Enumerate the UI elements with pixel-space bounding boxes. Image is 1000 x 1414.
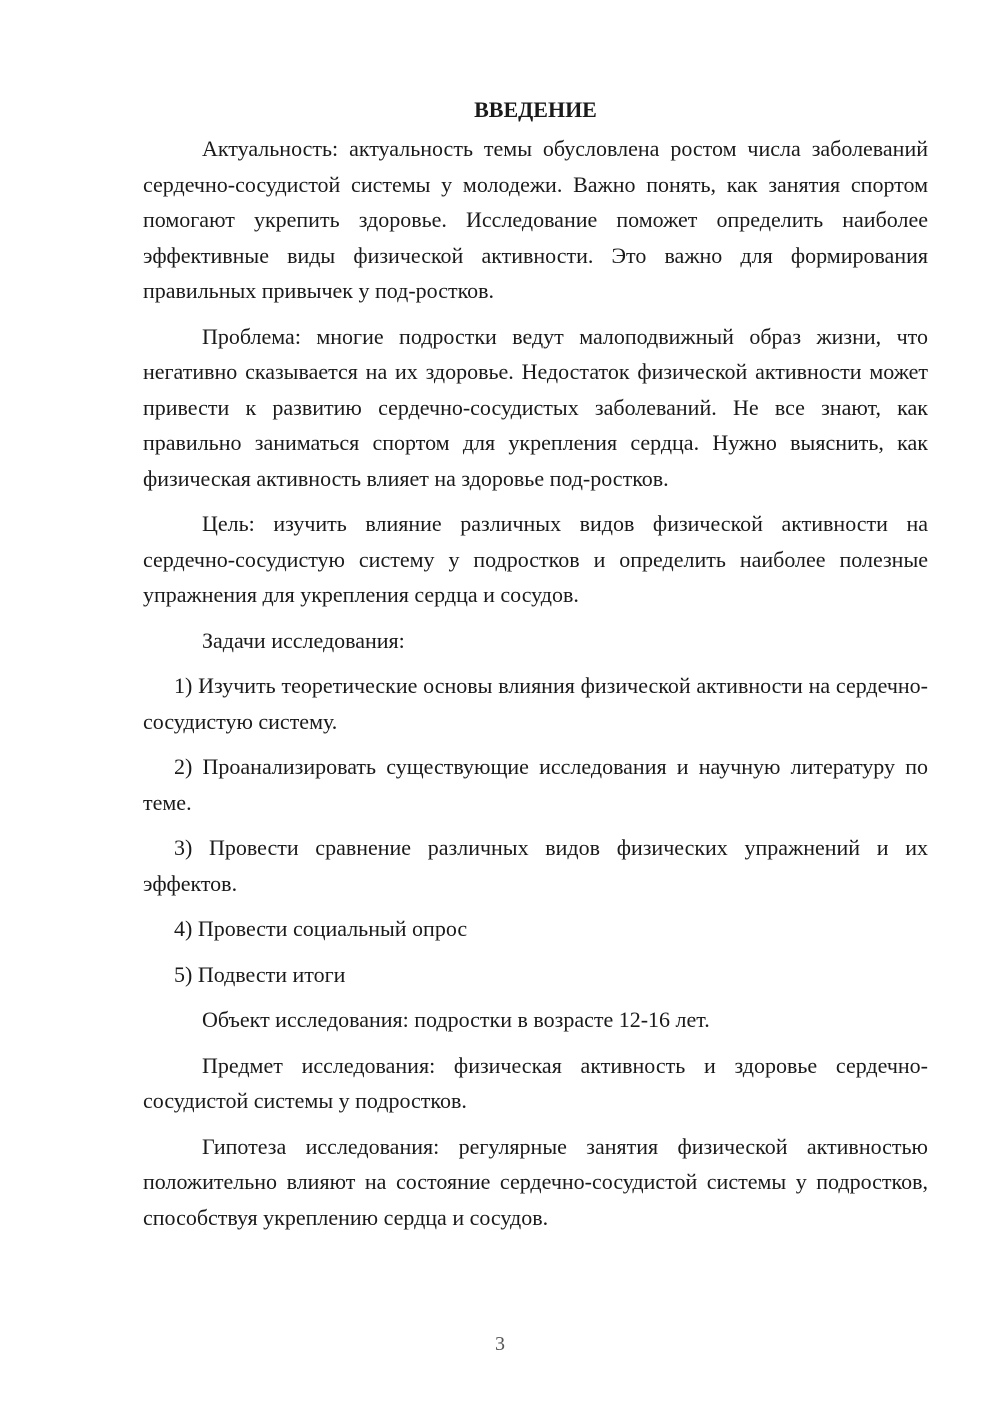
task-item-2: 2) Проанализировать существующие исследования и научную литературу по теме.: [143, 754, 928, 815]
task-item-3: 3) Провести сравнение различных видов физических упражнений и их эффектов.: [143, 835, 928, 896]
task-item-5: 5) Подвести итоги: [174, 961, 346, 987]
paragraph-object: Объект исследования: подростки в возрасте 12-16 лет.: [202, 1007, 710, 1032]
paragraph-goal: Цель: изучить влияние различных видов физической активности на сердечно-сосудистую систему у подростков и определить наиболее полезные упражнения для укрепления сердца и сосудов.: [143, 511, 928, 607]
paragraph-hypothesis: Гипотеза исследования: регулярные занятия физической активностью положительно влияют на состояние сердечно-сосудистой системы у подростков, способствуя укреплению сердца и сосудов.: [143, 1133, 928, 1230]
paragraph-relevance: Актуальность: актуальность темы обусловлена ростом числа заболеваний сердечно-сосудистой системы у молодежи. Важно понять, как занятия спортом помогают укрепить здоровье. Исследование поможет определить наиболее эффективные виды физической активности. Это важно для формирования правильных привычек у под-ростков.: [143, 136, 928, 303]
tasks-heading: Задачи исследования:: [202, 627, 405, 653]
document-page: [143, 92, 928, 1245]
page-number: 3: [495, 1333, 505, 1355]
task-item-4: 4) Провести социальный опрос: [174, 916, 468, 941]
paragraph-subject: Предмет исследования: физическая активность и здоровье сердечно-сосудистой системы у подростков.: [143, 1052, 928, 1113]
paragraph-problem: Проблема: многие подростки ведут малоподвижный образ жизни, что негативно сказывается на их здоровье. Недостаток физической активности может привести к развитию сердечно-сосудистых заболеваний. Не все знают, как правильно заниматься спортом для укрепления сердца. Нужно выяснить, как физическая активность влияет на здоровье под-ростков.: [143, 323, 928, 491]
task-item-1: 1) Изучить теоретические основы влияния физической активности на сердечно-сосудистую систему.: [143, 673, 928, 734]
page-title: ВВЕДЕНИЕ: [474, 97, 597, 122]
